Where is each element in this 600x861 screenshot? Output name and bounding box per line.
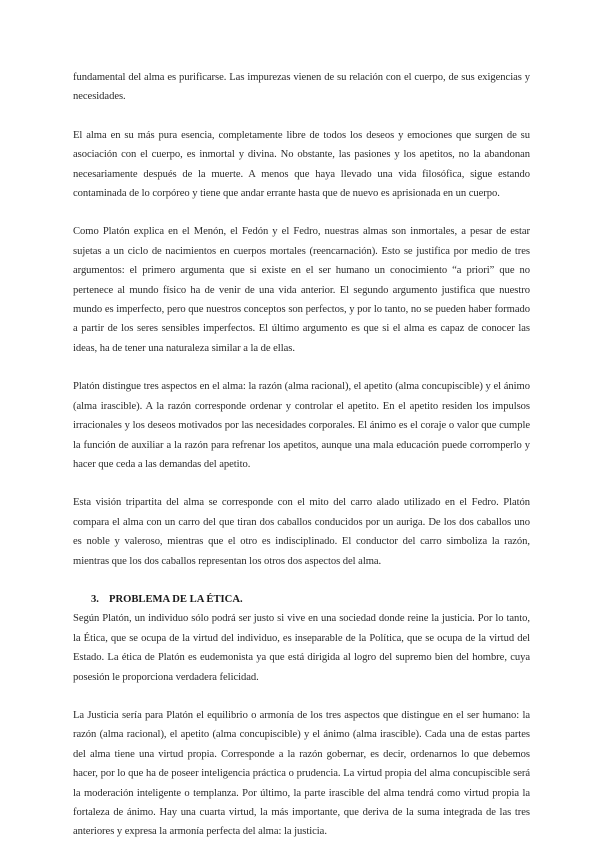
paragraph-winged-chariot: Esta visión tripartita del alma se corresponde con el mito del carro alado utilizado en el Fedro. Platón compara el alma con un carro del que tiran dos caballos conducidos por un auriga. De los dos caballos uno es noble y valeroso, mientras que el otro es indisciplinado. El conductor del carro simboliza la razón, mientras que los dos caballos representan los otros dos aspectos del alma. bbox=[73, 497, 530, 567]
section-heading-ethics bbox=[73, 590, 530, 609]
section-title: PROBLEMA DE LA ÉTICA. bbox=[109, 593, 243, 605]
paragraph-soul-essence: El alma en su más pura esencia, completamente libre de todos los deseos y emociones que surgen de su asociación con el cuerpo, es inmortal y divina. No obstante, las pasiones y los apetitos, no la abandonan necesariamente después de la muerte. A menos que haya llevado una vida filosófica, sigue estando contaminada de lo corpóreo y tiene que andar errante hasta que de nuevo es aprisionada en un cuerpo. bbox=[73, 129, 530, 200]
document-body bbox=[73, 68, 530, 861]
paragraph-virtues: La Justicia sería para Platón el equilibrio o armonía de los tres aspectos que distingue en el ser humano: la razón (alma racional), el apetito (alma concupiscible) y el ánimo (alma irascible). Cada una de estas partes del alma tiene una virtud propia. Corresponde a la razón gobernar, es decir, ordenarnos lo que debemos hacer, por lo que ha de poseer inteligencia práctica o prudencia. La virtud propia del alma concupiscible será la moderación inteligente o templanza. Por último, la parte irascible del alma tendrá como virtud propia la fortaleza de ánimo. Hay una cuarta virtud, la más importante, que deriva de la suma integrada de las tres anteriores y expresa la armonía perfecta del alma: la justicia. bbox=[73, 709, 530, 838]
paragraph-purification: fundamental del alma es purificarse. Las impurezas vienen de su relación con el cuerpo, de sus exigencias y necesidades. bbox=[73, 72, 530, 103]
paragraph-justice-society: Según Platón, un individuo sólo podrá ser justo si vive en una sociedad donde reine la justicia. Por lo tanto, la Ética, que se ocupa de la virtud del individuo, es inseparable de la Política, que se ocupa de la virtud del Estado. La ética de Platón es eudemonista ya que está dirigida al logro del supremo bien del hombre, cuya posesión le proporciona verdadera felicidad. bbox=[73, 613, 530, 683]
section-number: 3. bbox=[91, 593, 99, 605]
paragraph-three-aspects: Platón distingue tres aspectos en el alma: la razón (alma racional), el apetito (alma concupiscible) y el ánimo (alma irascible). A la razón corresponde ordenar y controlar el apetito. En el apetito residen los impulsos irracionales y los deseos motivados por las necesidades corporales. El ánimo es el coraje o valor que cumple la función de auxiliar a la razón para refrenar los apetitos, aunque una mala educación puede corromperlo y hacer que ceda a las demandas del apetito. bbox=[73, 381, 530, 470]
paragraph-immortality-arguments: Como Platón explica en el Menón, el Fedón y el Fedro, nuestras almas son inmortales, a pesar de estar sujetas a un ciclo de nacimientos en cuerpos mortales (reencarnación). Esto se justifica por medio de tres argumentos: el primero argumenta que si existe en el ser humano un conocimiento “a priori” que no pertenece al mundo físico ha de venir de una vida anterior. El segundo argumento justifica que nuestro mundo es imperfecto, pero que nuestros conceptos son perfectos, y por lo tanto, no se pueden haber formado a partir de los seres sensibles imperfectos. El último argumento es que si el alma es capaz de conocer las ideas, ha de tener una naturaleza similar a la de ellas. bbox=[73, 226, 530, 354]
